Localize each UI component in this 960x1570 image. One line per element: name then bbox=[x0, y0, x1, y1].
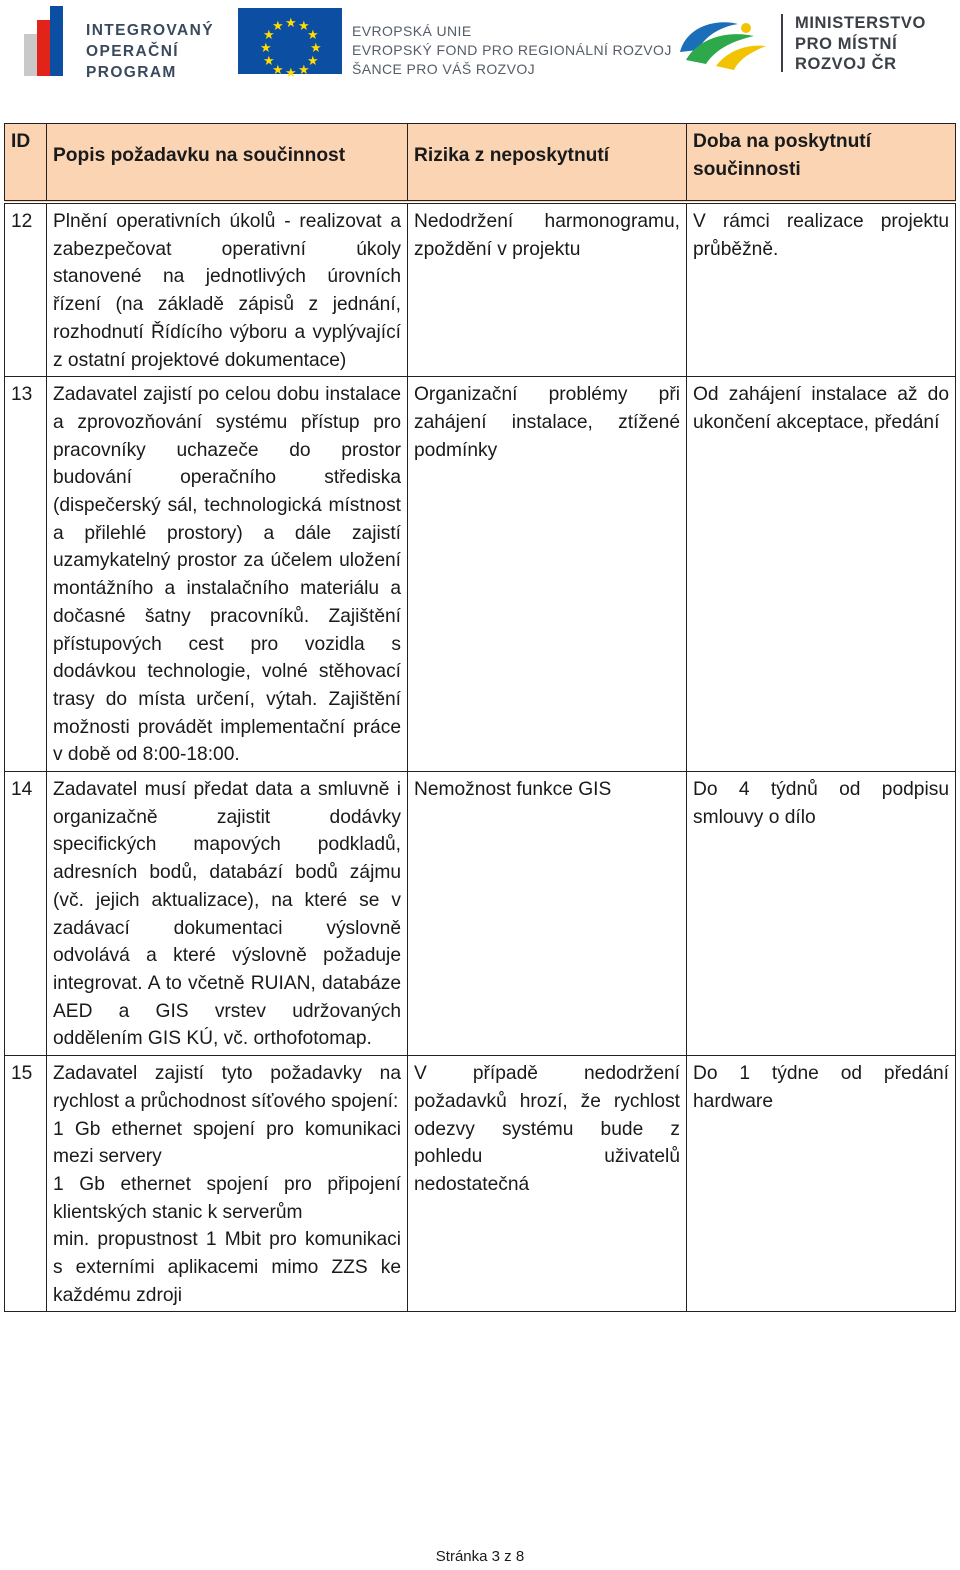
row-time: V rámci realizace projektu průběžně. bbox=[687, 202, 956, 377]
row-id: 14 bbox=[5, 772, 47, 1056]
column-header-time: Doba na poskytnutí součinnosti bbox=[687, 124, 956, 203]
row-id: 13 bbox=[5, 377, 47, 772]
iop-logo-line: PROGRAM bbox=[86, 64, 177, 81]
column-header-description: Popis požadavku na součinnost bbox=[47, 124, 408, 203]
row-risk: Nedodržení harmonogramu, zpoždění v projektu bbox=[408, 202, 687, 377]
mmr-text-line: PRO MÍSTNÍ bbox=[795, 34, 898, 53]
eu-text-line: EVROPSKÝ FOND PRO REGIONÁLNÍ ROZVOJ bbox=[352, 42, 672, 58]
description-paragraph: Zadavatel zajistí po celou dobu instalace a zprovozňování systému přístup pro pracovníky uchazeče do prostor budování operačního střediska (dispečerský sál, technologická místnost a přilehlé prostory) a dále zajistí uzamykatelný prostor za účelem uložení montážního a instalačního materiálu a dočasné šatny pracovníků. Zajištění přístupových cest pro vozidla s dodávkou technologie, volné stěhovací trasy do místa určení, výtah. Zajištění možnosti provádět implementační práce v době od 8:00-18:00. bbox=[53, 384, 401, 766]
iop-logo-line: OPERAČNÍ bbox=[86, 43, 180, 60]
table-header-row bbox=[5, 124, 956, 203]
row-description bbox=[47, 377, 408, 772]
logo-bar bbox=[0, 0, 960, 90]
row-time: Do 1 týdne od předání hardware bbox=[687, 1056, 956, 1312]
row-description bbox=[47, 202, 408, 377]
description-paragraph: min. propustnost 1 Mbit pro komunikaci s externími aplikacemi mimo ZZS ke každému zdroji bbox=[53, 1229, 401, 1306]
column-header-risk: Rizika z neposkytnutí bbox=[408, 124, 687, 203]
table-row bbox=[5, 377, 956, 772]
row-time: Od zahájení instalace až do ukončení akceptace, předání bbox=[687, 377, 956, 772]
row-risk: V případě nedodržení požadavků hrozí, že rychlost odezvy systému bude z pohledu uživatelů nedostatečná bbox=[408, 1056, 687, 1312]
eu-flag-icon: ★ ★ ★ ★ ★ ★ ★ ★ ★ ★ ★ ★ bbox=[238, 8, 342, 74]
row-time: Do 4 týdnů od podpisu smlouvy o dílo bbox=[687, 772, 956, 1056]
iop-logo-line: INTEGROVANÝ bbox=[86, 22, 214, 39]
row-risk: Organizační problémy při zahájení instalace, ztížené podmínky bbox=[408, 377, 687, 772]
iop-logo bbox=[24, 6, 214, 81]
mmr-emblem-icon bbox=[676, 14, 768, 72]
page-number: Stránka 3 z 8 bbox=[435, 1548, 525, 1565]
mmr-text-line: ROZVOJ ČR bbox=[795, 55, 897, 73]
mmr-divider bbox=[781, 14, 783, 72]
description-paragraph: Zadavatel musí předat data a smluvně i organizačně zajistit dodávky specifických mapových podkladů, adresních bodů, databází bodů zájmu (vč. jejich aktualizace), na které se v zadávací dokumentaci výslovně odvolává a které výslovně požaduje integrovat. A to včetně RUIAN, databáze AED a GIS vrstev udržovaných oddělením GIS KÚ, vč. orthofotomap. bbox=[53, 779, 401, 1050]
row-risk: Nemožnost funkce GIS bbox=[408, 772, 687, 1056]
description-paragraph: 1 Gb ethernet spojení pro připojení klientských stanic k serverům bbox=[53, 1173, 401, 1223]
row-description bbox=[47, 1056, 408, 1312]
description-paragraph: 1 Gb ethernet spojení pro komunikaci mezi servery bbox=[53, 1118, 401, 1168]
table-row bbox=[5, 772, 956, 1056]
column-header-id: ID bbox=[5, 124, 47, 203]
table-row bbox=[5, 202, 956, 377]
eu-text-line: EVROPSKÁ UNIE bbox=[352, 23, 472, 39]
row-id: 15 bbox=[5, 1056, 47, 1312]
requirements-table bbox=[4, 123, 956, 1312]
row-description bbox=[47, 772, 408, 1056]
row-id: 12 bbox=[5, 202, 47, 377]
table-row bbox=[5, 1056, 956, 1312]
iop-bars-icon bbox=[24, 6, 84, 76]
mmr-text-line: MINISTERSTVO bbox=[795, 14, 926, 32]
description-paragraph: Zadavatel zajistí tyto požadavky na rychlost a průchodnost síťového spojení: bbox=[53, 1063, 401, 1112]
eu-text-line: ŠANCE PRO VÁŠ ROZVOJ bbox=[352, 61, 536, 77]
description-paragraph: Plnění operativních úkolů - realizovat a zabezpečovat operativní úkoly stanovené na jednotlivých úrovních řízení (na základě zápisů z jednání, rozhodnutí Řídícího výboru a vyplývající z ostatní projektové dokumentace) bbox=[53, 211, 401, 371]
